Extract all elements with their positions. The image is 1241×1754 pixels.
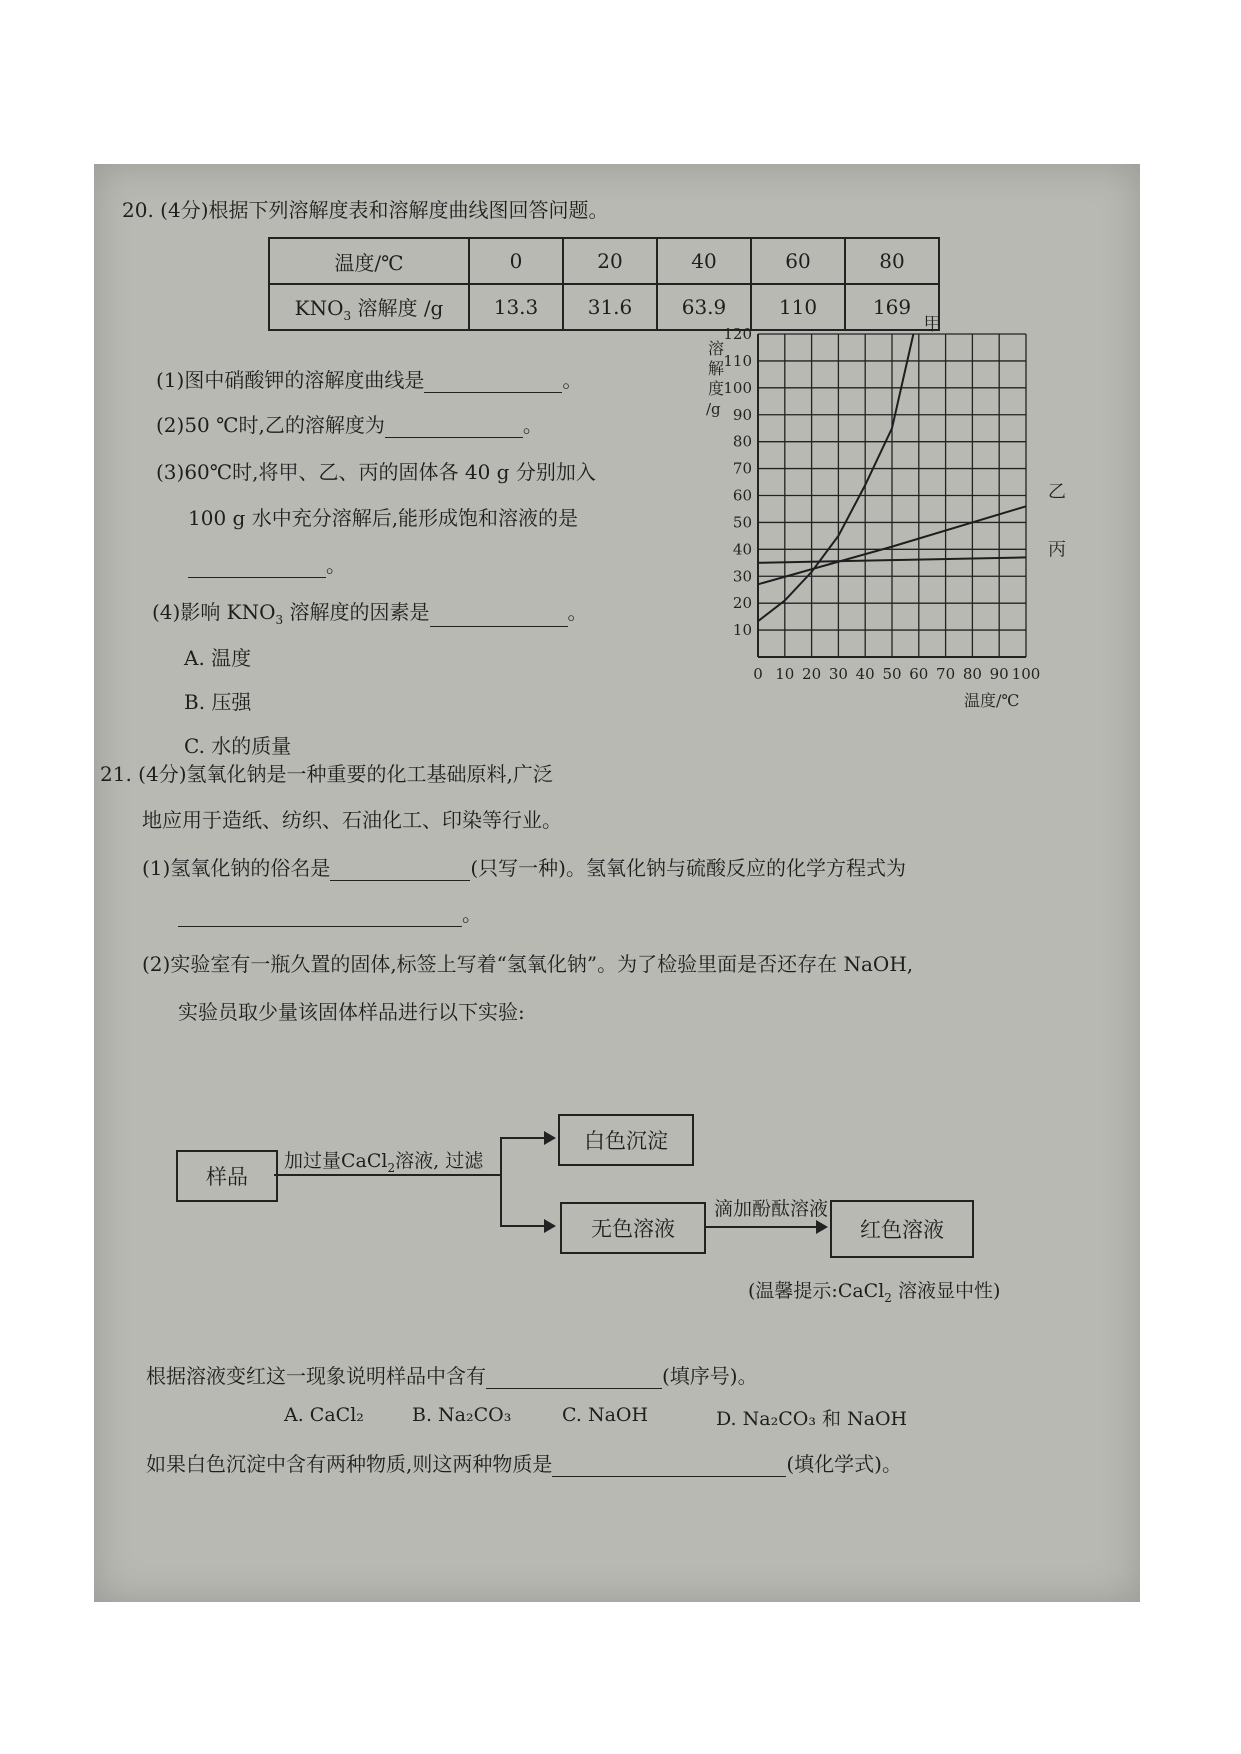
y-tick-label: 20 bbox=[732, 594, 752, 613]
q20-option-a: A. 温度 bbox=[184, 646, 252, 670]
y-tick-label: 70 bbox=[732, 459, 752, 478]
q20-sub3a: (3)60℃时,将甲、乙、丙的固体各 40 g 分别加入 bbox=[156, 460, 596, 484]
x-tick-label: 60 bbox=[909, 665, 929, 683]
answer-blank[interactable] bbox=[385, 437, 523, 438]
chart-grid bbox=[758, 334, 1026, 657]
answer-blank[interactable] bbox=[188, 577, 326, 578]
x-axis-label: 温度/℃ bbox=[964, 691, 1020, 710]
y-axis-label-1: 溶 bbox=[708, 339, 725, 358]
answer-blank[interactable] bbox=[424, 392, 562, 393]
flow-white-precipitate-box: 白色沉淀 bbox=[558, 1114, 694, 1166]
answer-blank[interactable] bbox=[330, 880, 470, 881]
q21-precipitate-question: 如果白色沉淀中含有两种物质,则这两种物质是 (填化学式)。 bbox=[146, 1452, 902, 1476]
flow-arrow-down bbox=[500, 1225, 546, 1227]
q21-red-question: 根据溶液变红这一现象说明样品中含有 (填序号)。 bbox=[146, 1364, 758, 1388]
series-label: 乙 bbox=[1048, 481, 1066, 503]
y-tick-label: 40 bbox=[732, 540, 752, 559]
answer-blank[interactable] bbox=[552, 1476, 786, 1477]
x-tick-label: 40 bbox=[855, 665, 875, 683]
arrow-head-icon bbox=[816, 1220, 828, 1234]
q21-intro-2: 地应用于造纸、纺织、石油化工、印染等行业。 bbox=[142, 808, 562, 832]
flow-colorless-solution-box: 无色溶液 bbox=[560, 1202, 706, 1254]
flow-step2-label: 滴加酚酞溶液 bbox=[714, 1198, 829, 1220]
table-cell: 20 bbox=[563, 238, 657, 284]
y-axis-label-2: 解 bbox=[708, 359, 725, 378]
q20-option-b: B. 压强 bbox=[184, 690, 252, 714]
solubility-chart bbox=[674, 314, 1134, 744]
x-tick-label: 30 bbox=[828, 665, 848, 683]
q21-sub1-blank: 。 bbox=[178, 898, 482, 927]
flow-arrow-right bbox=[704, 1226, 818, 1228]
arrow-head-icon bbox=[544, 1219, 556, 1233]
table-cell: 80 bbox=[845, 238, 939, 284]
q21-intro-1: 21. (4分)氢氧化钠是一种重要的化工基础原料,广泛 bbox=[100, 762, 553, 786]
q20-sub3-blank: 。 bbox=[188, 549, 346, 578]
table-cell: 0 bbox=[469, 238, 563, 284]
series-label: 丙 bbox=[1048, 539, 1066, 561]
flow-sample-box: 样品 bbox=[176, 1150, 278, 1202]
x-tick-label: 0 bbox=[753, 665, 763, 683]
table-cell: 13.3 bbox=[469, 284, 563, 330]
x-tick-label: 10 bbox=[775, 665, 795, 683]
flow-arrow-up bbox=[500, 1137, 546, 1139]
table-cell: 169 bbox=[845, 284, 939, 330]
q20-heading: 20. (4分)根据下列溶解度表和溶解度曲线图回答问题。 bbox=[122, 198, 609, 222]
y-tick-label: 30 bbox=[732, 567, 752, 586]
table-cell: 110 bbox=[751, 284, 845, 330]
flow-step1-label: 加过量CaCl$_2$溶液, 过滤 bbox=[284, 1150, 484, 1175]
x-tick-label: 90 bbox=[989, 665, 1009, 683]
choice-a: A. CaCl₂ bbox=[284, 1404, 364, 1426]
answer-blank[interactable] bbox=[430, 626, 568, 627]
y-tick-label: 60 bbox=[732, 486, 752, 505]
x-tick-label: 100 bbox=[1011, 665, 1041, 683]
table-cell: 60 bbox=[751, 238, 845, 284]
chart-series bbox=[758, 314, 1066, 621]
q20-sub2: (2)50 ℃时,乙的溶解度为 。 bbox=[156, 413, 543, 437]
x-tick-label: 20 bbox=[802, 665, 822, 683]
answer-blank[interactable] bbox=[486, 1388, 662, 1389]
q20-sub3b: 100 g 水中充分溶解后,能形成饱和溶液的是 bbox=[188, 506, 579, 530]
choice-c: C. NaOH bbox=[562, 1404, 649, 1426]
x-tick-label: 80 bbox=[962, 665, 982, 683]
table-header-solubility: $KNO_3$ 溶解度 /g bbox=[269, 284, 469, 330]
arrow-head-icon bbox=[544, 1131, 556, 1145]
series-label: 甲 bbox=[923, 314, 942, 335]
q20-sub1: (1)图中硝酸钾的溶解度曲线是 。 bbox=[156, 368, 583, 392]
y-tick-label: 120 bbox=[723, 325, 752, 343]
choice-d: D. Na₂CO₃ 和 NaOH bbox=[716, 1408, 908, 1430]
y-tick-label: 10 bbox=[732, 621, 752, 640]
q21-sub2b: 实验员取少量该固体样品进行以下实验: bbox=[178, 1000, 525, 1024]
table-header-temp: 温度/℃ bbox=[269, 238, 469, 284]
table-cell: 31.6 bbox=[563, 284, 657, 330]
q20-sub4: (4)影响 $KNO_3$ 溶解度的因素是 。 bbox=[152, 600, 588, 627]
y-tick-label: 100 bbox=[723, 378, 752, 397]
y-tick-label: 80 bbox=[732, 432, 752, 451]
hint-note: (温馨提示:CaCl$_2$ 溶液显中性) bbox=[748, 1280, 1001, 1305]
y-tick-label: 110 bbox=[723, 351, 752, 370]
table-cell: 63.9 bbox=[657, 284, 751, 330]
chart-ticks bbox=[723, 325, 1040, 683]
flow-branch bbox=[500, 1137, 502, 1227]
x-tick-label: 70 bbox=[936, 665, 956, 683]
q20-option-c: C. 水的质量 bbox=[184, 734, 292, 758]
y-axis-label-3: 度 bbox=[708, 379, 725, 398]
q21-sub2a: (2)实验室有一瓶久置的固体,标签上写着“氢氧化钠”。为了检验里面是否还存在 NaOH, bbox=[142, 952, 914, 976]
table-row bbox=[269, 238, 939, 284]
exam-sheet bbox=[94, 164, 1140, 1602]
table-cell: 40 bbox=[657, 238, 751, 284]
choice-b: B. Na₂CO₃ bbox=[412, 1404, 512, 1426]
flow-red-solution-box: 红色溶液 bbox=[830, 1200, 974, 1258]
answer-blank[interactable] bbox=[178, 926, 462, 927]
y-tick-label: 90 bbox=[732, 405, 752, 424]
x-tick-label: 50 bbox=[882, 665, 902, 683]
y-tick-label: 50 bbox=[732, 513, 752, 532]
q21-sub1: (1)氢氧化钠的俗名是 (只写一种)。氢氧化钠与硫酸反应的化学方程式为 bbox=[142, 856, 906, 880]
y-axis-label-4: /g bbox=[706, 400, 721, 418]
